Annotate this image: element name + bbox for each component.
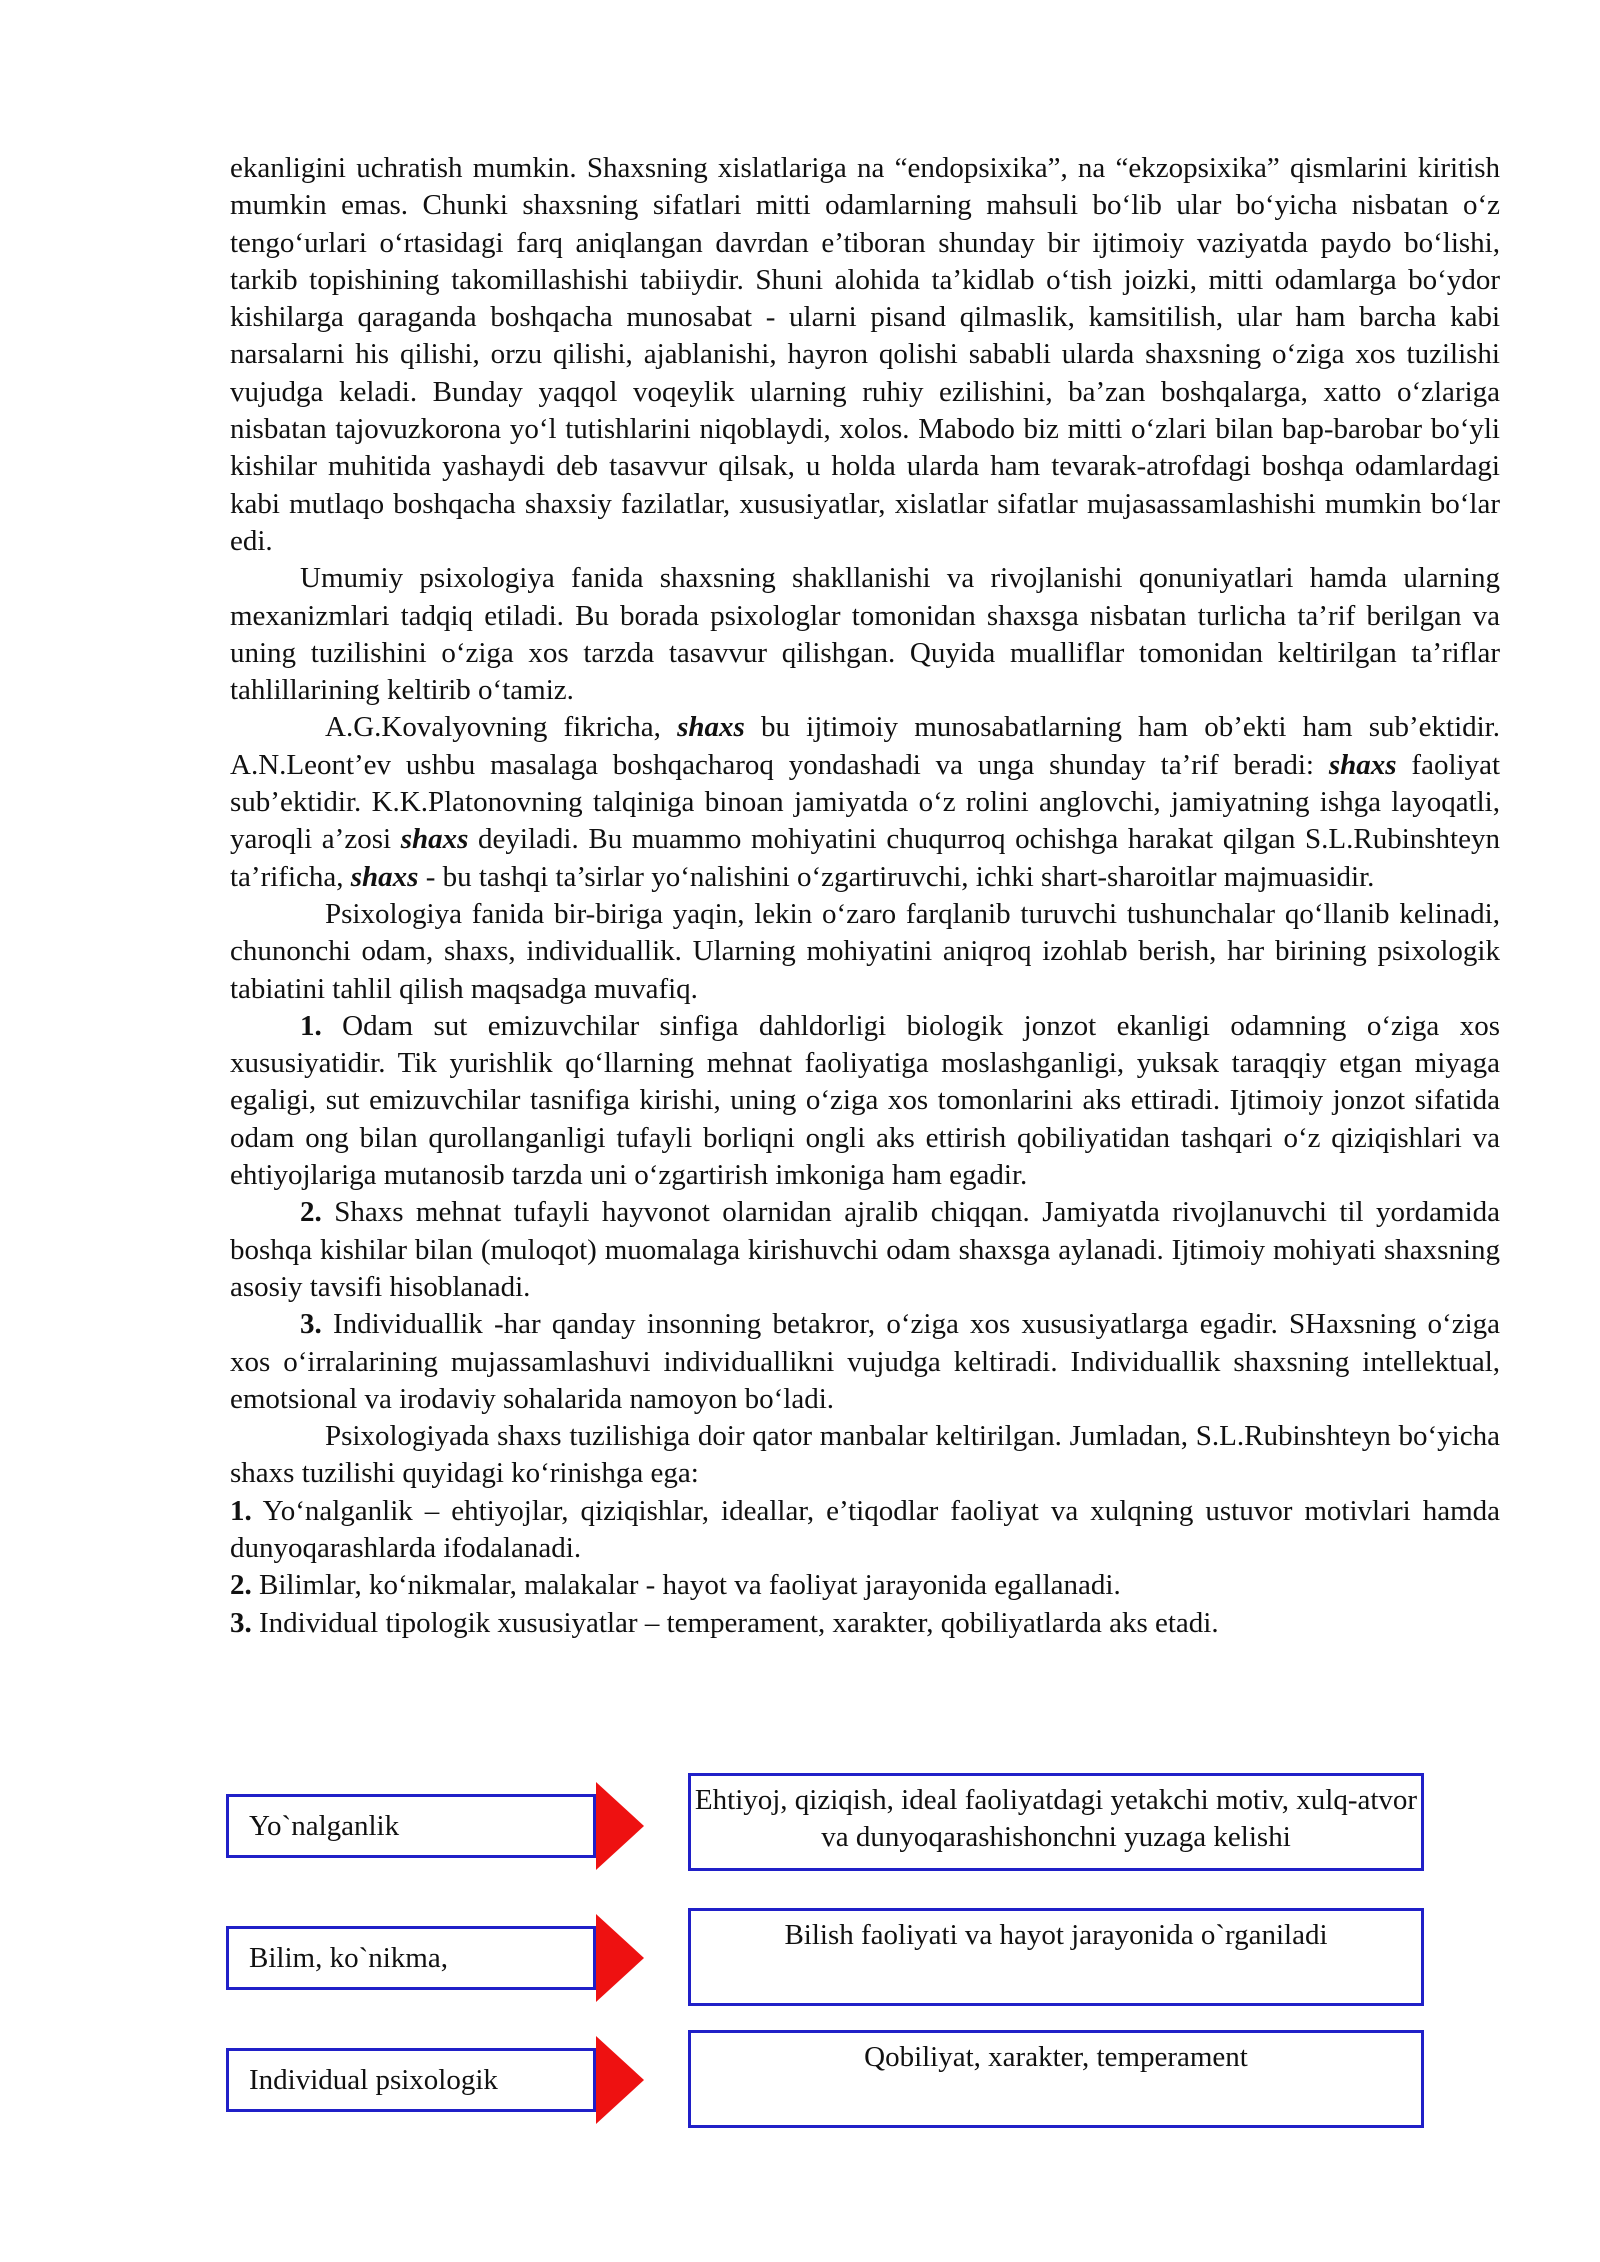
- keyword-shaxs: shaxs: [1328, 748, 1397, 781]
- item-text: Yo‘nalganlik – ehtiyojlar, qiziqishlar, ideallar, e’tiqodlar faoliyat va xulqning ustuvor motivlari hamda dunyoqarashlarda ifodalanadi.: [230, 1494, 1500, 1564]
- diagram-right-label: Qobiliyat, xarakter, temperament: [864, 2041, 1248, 2073]
- diagram-right-box-2: [688, 1908, 1424, 2006]
- item-text: Bilimlar, ko‘nikmalar, malakalar - hayot va faoliyat jarayonida egallanadi.: [251, 1569, 1121, 1602]
- item-number: 1.: [300, 1009, 322, 1042]
- item-number: 1.: [230, 1494, 252, 1527]
- definitions-text: deyiladi. Bu muammo mohiyatini chuqurroq ochishga harakat qilgan S.L.Rubinshteyn ta’rificha,: [230, 823, 1500, 893]
- paragraph-intro: ekanligini uchratish mumkin. Shaxsning xislatlariga na “endopsixika”, na “ekzopsixika” qismlarini kiritish mumkin emas. Chunki shaxsning sifatlari mitti odamlarning mahsuli bo‘lib ular bo‘yicha nisbatan o‘z tengo‘urlari o‘rtasidagi farq aniqlangan davrdan e’tiboran shunday bir ijtimoiy vaziyatda paydo bo‘lishi, tarkib topishining takomillashishi tabiiydir. Shuni alohida ta’kidlab o‘tish joizki, mitti odamlarga bo‘ydor kishilarga qaraganda boshqacha munosabat - ularni pisand qilmaslik, kamsitilish, ular ham barcha kabi narsalarni his qilishi, orzu qilishi, ajablanishi, hayron qolishi sababli ularda shaxsning o‘ziga xos tuzilishi vujudga keladi. Bunday yaqqol voqeylik ularning ruhiy ezilishini, ba’zan boshqalarga, xatto o‘zlariga nisbatan tajovuzkorona yo‘l tutishlarini niqoblaydi, xolos. Mabodo biz mitti o‘zlari bilan bap-barobar bo‘yli kishilar muhitida yashaydi deb tasavvur qilsak, u holda ularda ham tevarak-atrofdagi boshqa odamlardagi kabi mutlaqo boshqacha shaxsiy fazilatlar, xususiyatlar, xislatlar sifatlar mujasassamlashishi mumkin bo‘lar edi.: [230, 152, 1500, 557]
- numbered-item-1: [230, 1008, 1500, 1194]
- keyword-shaxs: shaxs: [677, 711, 745, 744]
- item-text: Individuallik -har qanday insonning betakror, o‘ziga xos xususiyatlarga egadir. SHaxsning o‘ziga xos o‘irralarining mujassamlashuvi individuallikni vujudga keltiradi. Individuallik shaxsning intellektual, emotsional va irodaviy sohalarida namoyon bo‘ladi.: [230, 1308, 1500, 1415]
- numbered-item-2: [230, 1194, 1500, 1306]
- structure-item-3: [230, 1605, 1500, 1642]
- diagram-left-label: Individual psixologik: [249, 2063, 498, 2096]
- item-number: 3.: [300, 1308, 322, 1341]
- paragraph-general-psychology: Umumiy psixologiya fanida shaxsning shakllanishi va rivojlanishi qonuniyatlari hamda ularning mexanizmlari tadqiq etiladi. Bu borada psixologlar tomonidan shaxsga nisbatan turlicha ta’rif berilgan va uning tuzilishini o‘ziga xos tarzda tasavvur qilishgan. Quyida mualliflar tomonidan keltirilgan ta’riflar tahlillarining keltirib o‘tamiz.: [230, 562, 1500, 707]
- diagram-left-box-1: [226, 1794, 596, 1858]
- item-text: Shaxs mehnat tufayli hayvonot olarnidan ajralib chiqqan. Jamiyatda rivojlanuvchi til yordamida boshqa kishilar bilan (muloqot) muomalaga kirishuvchi odam shaxsga aylanadi. Ijtimoiy mohiyati shaxsning asosiy tavsifi hisoblanadi.: [230, 1196, 1500, 1303]
- item-text: Odam sut emizuvchilar sinfiga dahldorligi biologik jonzot ekanligi odamning o‘ziga xos xususiyatidir. Tik yurishlik qo‘llarning mehnat faoliyatiga moslashganligi, yuksak taraqqiy etgan miyaga egaligi, sut emizuvchilar tasnifiga kirishi, uning o‘ziga xos tomonlarini aks ettiradi. Ijtimoiy jonzot sifatida odam ong bilan qurollanganligi tufayli borliqni ongli aks ettirish qobiliyatidan tashqari o‘z qiziqishlari va ehtiyojlariga mutanosib tarzda uni o‘zgartirish imkoniga ham egadir.: [230, 1009, 1500, 1192]
- arrow-right-icon: [596, 2036, 644, 2124]
- paragraph-concepts: Psixologiya fanida bir-biriga yaqin, lekin o‘zaro farqlanib turuvchi tushunchalar qo‘llanib kelinadi, chunonchi odam, shaxs, individuallik. Ularning mohiyatini aniqroq izohlab berish, har birining psixologik tabiatini tahlil qilish maqsadga muvafiq.: [230, 897, 1500, 1005]
- diagram-left-label: Bilim, ko`nikma,: [249, 1941, 448, 1974]
- structure-item-1: [230, 1493, 1500, 1568]
- structure-item-2: [230, 1567, 1500, 1604]
- definitions-text: faoliyat sub’ektidir. K.K.Platonovning talqiniga binoan jamiyatda o‘z rolini anglovchi, jamiyatning ishga layoqatli, yaroqli a’zosi: [230, 748, 1500, 856]
- arrow-right-icon: [596, 1782, 644, 1870]
- item-number: 2.: [300, 1196, 322, 1229]
- item-text: Individual tipologik xususiyatlar – temperament, xarakter, qobiliyatlarda aks etadi.: [251, 1606, 1219, 1639]
- document-body: [230, 150, 1500, 1642]
- diagram-left-box-2: [226, 1926, 596, 1990]
- diagram-right-box-3: [688, 2030, 1424, 2128]
- diagram-right-box-1: [688, 1773, 1424, 1871]
- diagram-right-label: Bilish faoliyati va hayot jarayonida o`rganiladi: [784, 1919, 1328, 1951]
- paragraph-structure-intro: Psixologiyada shaxs tuzilishiga doir qator manbalar keltirilgan. Jumladan, S.L.Rubinshteyn bo‘yicha shaxs tuzilishi quyidagi ko‘rinishga ega:: [230, 1420, 1500, 1490]
- diagram-right-label: Ehtiyoj, qiziqish, ideal faoliyatdagi yetakchi motiv, xulq-atvor va dunyoqarashishonchni yuzaga kelishi: [694, 1784, 1418, 1853]
- item-number: 3.: [230, 1606, 252, 1639]
- diagram-left-label: Yo`nalganlik: [249, 1809, 400, 1842]
- diagram-left-box-3: [226, 2048, 596, 2112]
- definitions-text: - bu tashqi ta’sirlar yo‘nalishini o‘zgartiruvchi, ichki shart-sharoitlar majmuasidir.: [418, 860, 1375, 893]
- keyword-shaxs: shaxs: [400, 823, 469, 856]
- definitions-text: A.G.Kovalyovning fikricha,: [325, 711, 678, 744]
- item-number: 2.: [230, 1569, 252, 1602]
- paragraph-definitions: [230, 709, 1500, 895]
- numbered-item-3: [230, 1306, 1500, 1418]
- arrow-right-icon: [596, 1914, 644, 2002]
- keyword-shaxs: shaxs: [350, 860, 419, 893]
- definitions-text: bu ijtimoiy munosabatlarning ham ob’ekti ham sub’ektidir. A.N.Leont’ev ushbu masalaga boshqacharoq yondashadi va unga shunday ta’rif beradi:: [230, 711, 1500, 781]
